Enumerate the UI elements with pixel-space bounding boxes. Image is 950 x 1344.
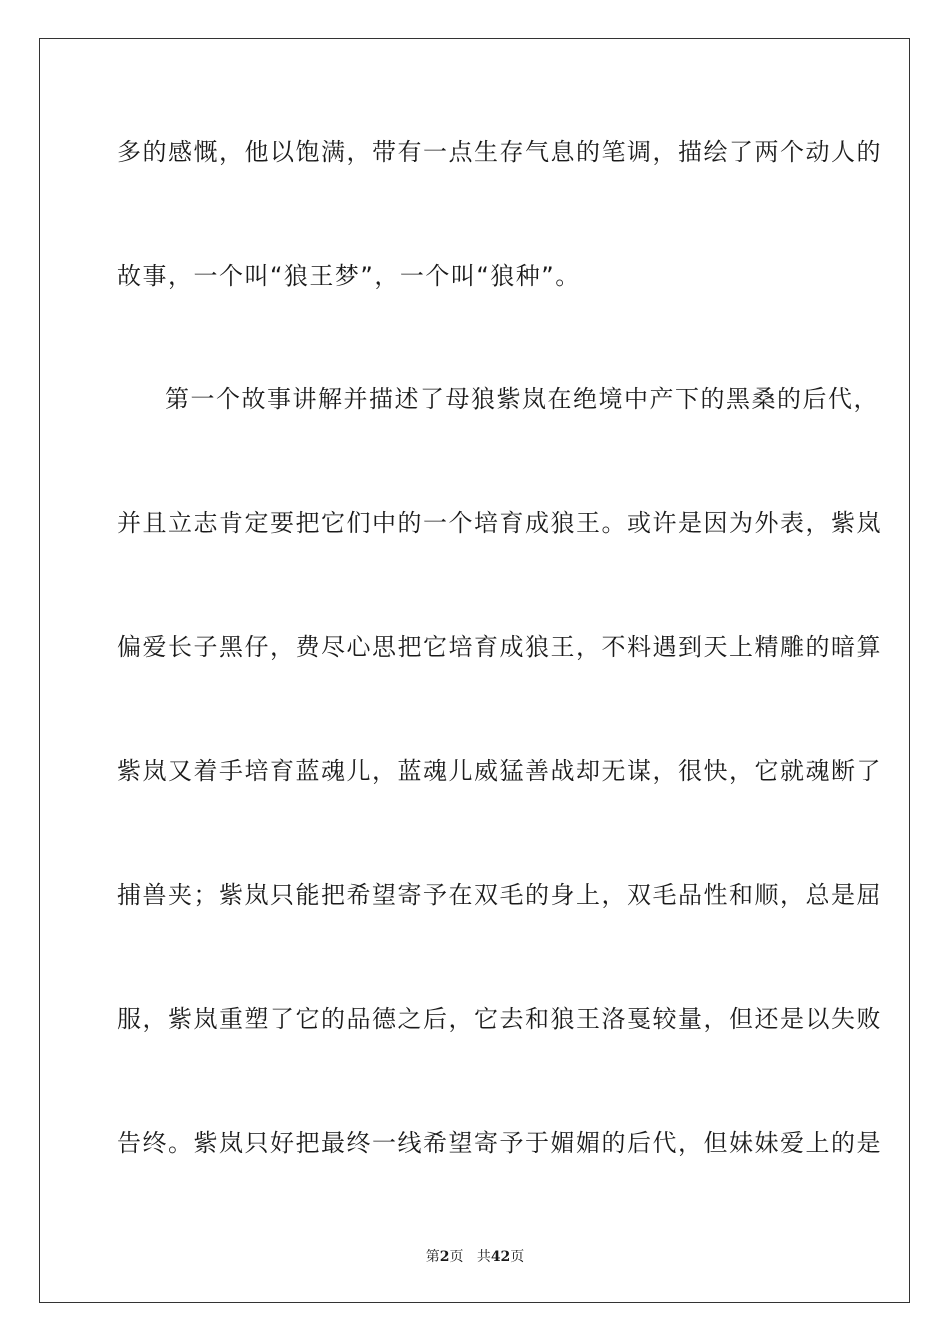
total-page-count: 42 xyxy=(490,1249,511,1265)
page-border xyxy=(39,38,910,1303)
footer-prefix: 第 xyxy=(425,1249,440,1265)
page-footer xyxy=(0,1246,950,1266)
current-page-number: 2 xyxy=(439,1249,450,1265)
footer-page-suffix: 页 xyxy=(449,1249,464,1265)
body-text-line: 捕兽夹；紫岚只能把希望寄予在双毛的身上，双毛品性和顺，总是屈 xyxy=(117,881,882,909)
body-text-line: 并且立志肯定要把它们中的一个培育成狼王。或许是因为外表，紫岚 xyxy=(117,509,882,537)
body-text-line: 偏爱长子黑仔，费尽心思把它培育成狼王，不料遇到天上精雕的暗算 xyxy=(117,633,882,661)
body-text-line: 多的感慨，他以饱满，带有一点生存气息的笔调，描绘了两个动人的 xyxy=(117,138,882,166)
footer-total-suffix: 页 xyxy=(510,1249,525,1265)
body-text-line: 告终。紫岚只好把最终一线希望寄予于媚媚的后代，但妹妹爱上的是 xyxy=(117,1129,882,1157)
footer-total-prefix: 共 xyxy=(476,1249,491,1265)
body-text-line: 服，紫岚重塑了它的品德之后，它去和狼王洛戛较量，但还是以失败 xyxy=(117,1005,882,1033)
paragraph-start-line: 第一个故事讲解并描述了母狼紫岚在绝境中产下的黑桑的后代， xyxy=(165,385,879,413)
body-text-line: 故事，一个叫“狼王梦”，一个叫“狼种”。 xyxy=(117,262,581,290)
body-text-line: 紫岚又着手培育蓝魂儿，蓝魂儿威猛善战却无谋，很快，它就魂断了 xyxy=(117,757,882,785)
